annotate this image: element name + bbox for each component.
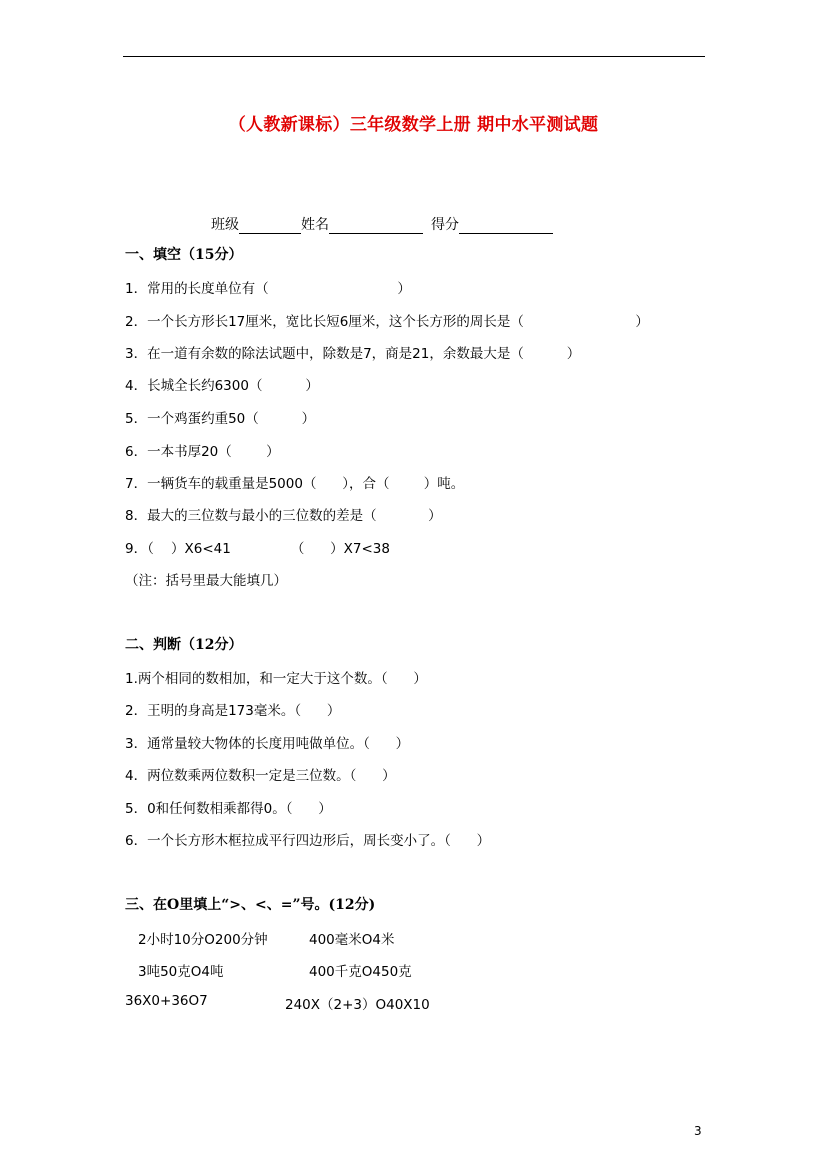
fill-question-3: 3．在一道有余数的除法试题中，除数是7，商是21，余数最大是（ ）: [125, 346, 581, 362]
name-label: 姓名: [301, 217, 329, 233]
compare-item-5: 36X0+36O7: [125, 993, 208, 1009]
score-blank[interactable]: [459, 217, 553, 234]
compare-item-3: 3吨50克O4吨: [138, 964, 224, 980]
judge-question-1: 1.两个相同的数相加，和一定大于这个数。（ ）: [125, 671, 427, 687]
section1-heading: 一、填空（15分）: [125, 247, 243, 263]
header-rule: [123, 56, 705, 57]
score-label: 得分: [431, 217, 459, 233]
name-blank[interactable]: [329, 217, 423, 234]
fill-question-4: 4．长城全长约6300（ ）: [125, 378, 319, 394]
fill-question-6: 6．一本书厚20（ ）: [125, 444, 280, 460]
judge-question-3: 3．通常量较大物体的长度用吨做单位。（ ）: [125, 736, 410, 752]
fill-question-7: 7．一辆货车的载重量是5000（ ），合（ ）吨。: [125, 476, 465, 492]
section3-heading: 三、在O里填上“>、<、=”号。(12分): [125, 897, 376, 913]
compare-item-6: 240X（2+3）O40X10: [285, 997, 430, 1013]
compare-item-1: 2小时10分O200分钟: [138, 932, 268, 948]
fill-question-2: 2．一个长方形长17厘米，宽比长短6厘米，这个长方形的周长是（ ）: [125, 314, 649, 330]
section2-heading: 二、判断（12分）: [125, 637, 243, 653]
fill-question-5: 5．一个鸡蛋约重50（ ）: [125, 411, 316, 427]
judge-question-6: 6．一个长方形木框拉成平行四边形后，周长变小了。（ ）: [125, 833, 491, 849]
fill-question-1: 1．常用的长度单位有（ ）: [125, 281, 411, 297]
student-info-line: [211, 214, 553, 234]
fill-note: （注：括号里最大能填几）: [125, 573, 287, 589]
class-blank[interactable]: [239, 217, 301, 234]
judge-question-4: 4．两位数乘两位数积一定是三位数。（ ）: [125, 768, 396, 784]
fill-question-8: 8．最大的三位数与最小的三位数的差是（ ）: [125, 508, 442, 524]
compare-item-2: 400毫米O4米: [309, 932, 395, 948]
page-number: 3: [694, 1124, 702, 1138]
class-label: 班级: [211, 217, 239, 233]
compare-item-4: 400千克O450克: [309, 964, 412, 980]
fill-question-9: 9．（ ）X6<41 （ ）X7<38: [125, 541, 390, 557]
judge-question-5: 5．0和任何数相乘都得0。（ ）: [125, 801, 332, 817]
judge-question-2: 2．王明的身高是173毫米。（ ）: [125, 703, 341, 719]
page-title: （人教新课标）三年级数学上册 期中水平测试题: [228, 115, 599, 135]
